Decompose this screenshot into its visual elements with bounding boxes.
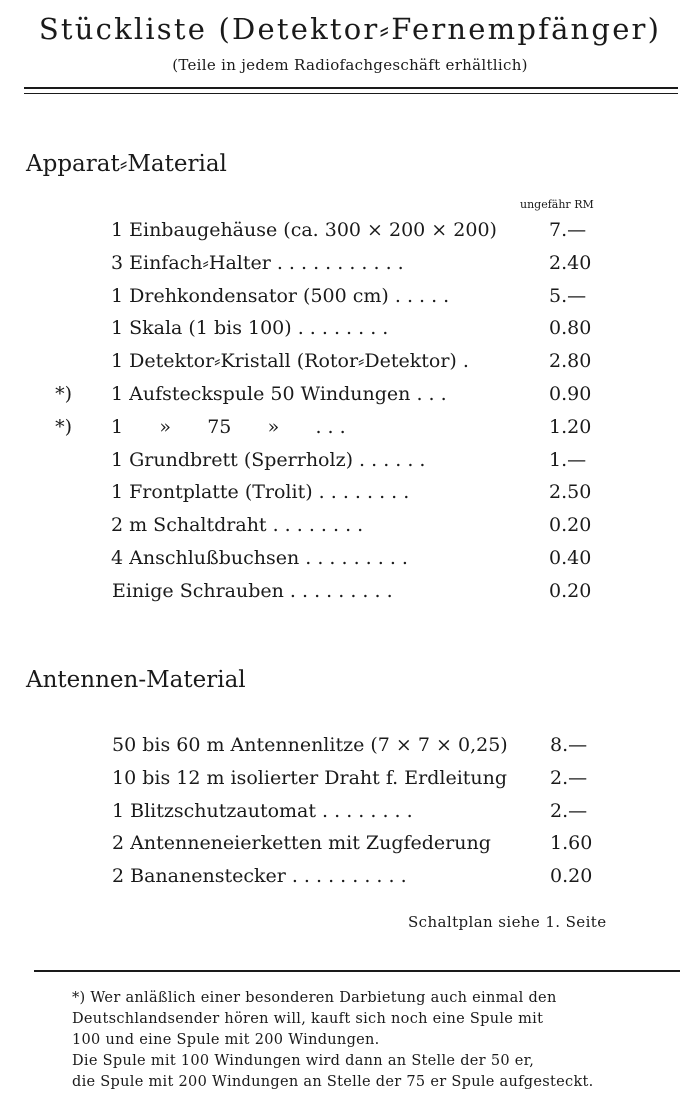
list-item <box>55 378 604 411</box>
item-price: 2.80 <box>549 350 592 373</box>
list-item <box>74 729 604 762</box>
item-price: 2.40 <box>549 251 592 274</box>
item-price: 8.— <box>550 734 588 756</box>
item-description: 1 Skala (1 bis 100) . . . . . . . . <box>111 317 389 340</box>
footnote-line: 100 und eine Spule mit 200 Windungen. <box>72 1032 380 1048</box>
item-description: 1 Detektor⸗Kristall (Rotor⸗Detektor) . <box>111 350 469 373</box>
antennen-item-list <box>74 729 604 893</box>
item-price: 2.— <box>550 799 588 822</box>
header-divider <box>24 87 678 98</box>
item-price: 2.— <box>550 766 588 789</box>
item-price: 0.20 <box>549 514 592 537</box>
list-item <box>74 247 604 280</box>
list-item <box>74 575 604 608</box>
item-price: 7.— <box>549 219 587 241</box>
footnote <box>72 988 672 1093</box>
antennen-heading: Antennen-Material <box>26 667 246 693</box>
apparat-item-list <box>55 214 604 608</box>
item-description: 2 m Schaltdraht . . . . . . . . <box>111 514 364 537</box>
item-price: 0.90 <box>549 382 592 405</box>
item-description: 4 Anschlußbuchsen . . . . . . . . . <box>111 546 408 569</box>
list-item <box>74 860 604 893</box>
item-description: 50 bis 60 m Antennenlitze (7 × 7 × 0,25) <box>112 734 508 756</box>
item-price: 1.60 <box>550 832 593 855</box>
item-description: 3 Einfach⸗Halter . . . . . . . . . . . <box>111 251 404 274</box>
list-item <box>74 827 604 860</box>
footnote-divider <box>34 970 680 972</box>
item-description: 1 » 75 » . . . <box>111 415 346 438</box>
list-item <box>74 214 604 247</box>
item-price: 0.20 <box>549 579 592 602</box>
item-description: 2 Bananenstecker . . . . . . . . . . <box>112 865 407 888</box>
item-description: 1 Drehkondensator (500 cm) . . . . . <box>111 284 450 307</box>
item-price: 0.20 <box>550 865 593 888</box>
list-item <box>74 280 604 313</box>
list-item <box>74 542 604 575</box>
item-description: Einige Schrauben . . . . . . . . . <box>112 579 393 602</box>
item-description: 1 Blitzschutzautomat . . . . . . . . <box>112 799 413 822</box>
footnote-line: *) Wer anläßlich einer besonderen Darbietung auch einmal den <box>72 990 557 1006</box>
page-title: Stückliste (Detektor⸗Fernempfänger) <box>38 12 662 46</box>
footnote-line: die Spule mit 200 Windungen an Stelle der 75 er Spule aufgesteckt. <box>72 1074 594 1090</box>
item-price: 5.— <box>549 284 587 307</box>
item-price: 1.— <box>549 448 587 471</box>
page-subtitle: (Teile in jedem Radiofachgeschäft erhältlich) <box>172 56 528 74</box>
list-item <box>74 345 604 378</box>
item-price: 1.20 <box>549 415 592 438</box>
item-price: 0.40 <box>549 546 592 569</box>
list-item <box>74 312 604 345</box>
footnote-marker: *) <box>55 382 72 405</box>
list-item <box>74 795 604 828</box>
item-price: 2.50 <box>549 481 592 504</box>
list-item <box>74 476 604 509</box>
list-item <box>74 762 604 795</box>
footnote-line: Deutschlandsender hören will, kauft sich noch eine Spule mit <box>72 1011 544 1027</box>
apparat-heading: Apparat⸗Material <box>26 151 227 177</box>
item-description: 1 Aufsteckspule 50 Windungen . . . <box>111 382 447 405</box>
price-column-header: ungefähr RM <box>520 198 594 211</box>
item-description: 2 Antenneneierketten mit Zugfederung <box>112 832 491 855</box>
footnote-marker: *) <box>55 415 72 438</box>
item-description: 1 Frontplatte (Trolit) . . . . . . . . <box>111 481 410 504</box>
item-description: 1 Grundbrett (Sperrholz) . . . . . . <box>111 448 426 471</box>
list-item <box>74 509 604 542</box>
item-description: 1 Einbaugehäuse (ca. 300 × 200 × 200) <box>111 219 497 241</box>
item-description: 10 bis 12 m isolierter Draht f. Erdleitung <box>112 766 508 789</box>
list-item <box>55 411 604 444</box>
item-price: 0.80 <box>549 317 592 340</box>
footnote-line: Die Spule mit 100 Windungen wird dann an Stelle der 50 er, <box>72 1053 535 1069</box>
list-item <box>74 444 604 477</box>
schematic-note: Schaltplan siehe 1. Seite <box>408 913 607 931</box>
